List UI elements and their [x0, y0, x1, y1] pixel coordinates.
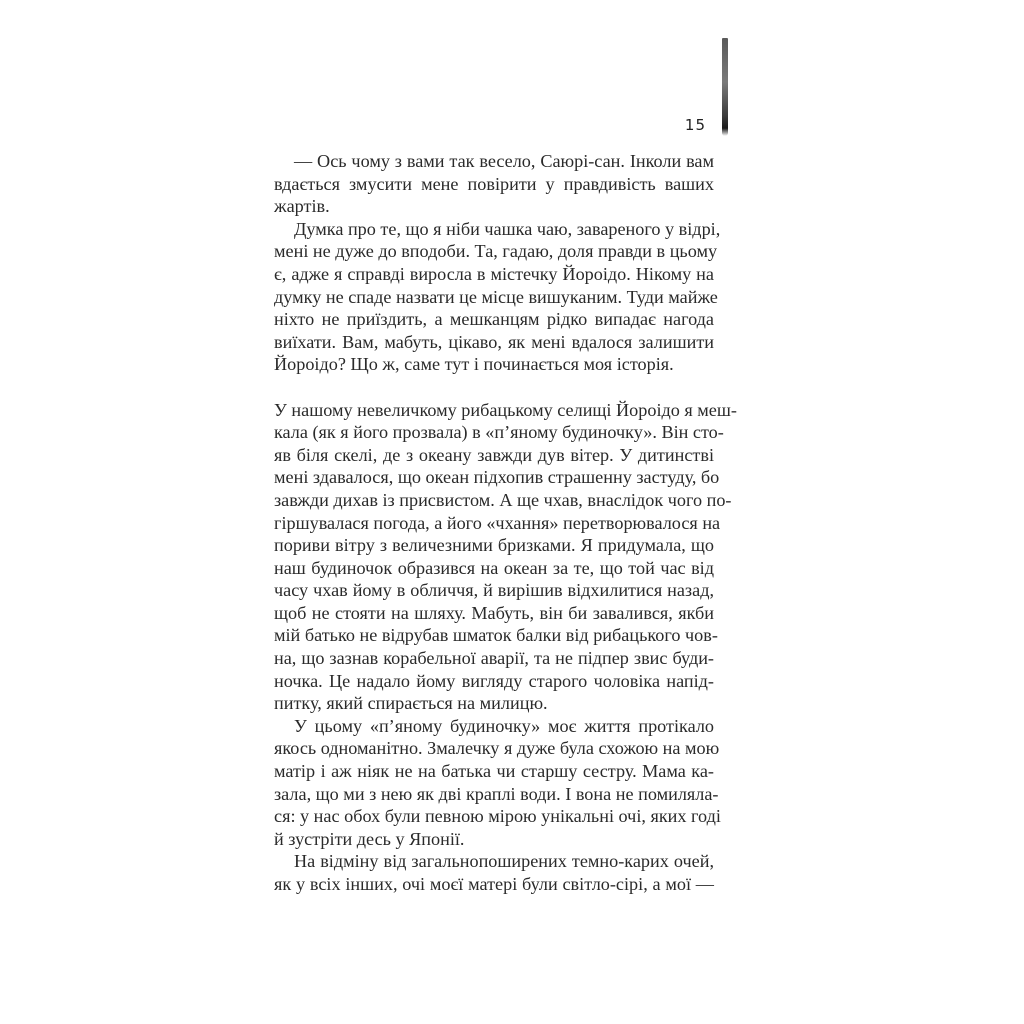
text-line: пориви вітру з величезними бризками. Я придумала, що — [274, 535, 714, 556]
text-line: й зустріти десь у Японії. — [274, 828, 465, 849]
text-line: часу чхав йому в обличчя, й вирішив відхилитися назад, — [274, 580, 714, 601]
text-line: На відміну від загальнопоширених темно-карих очей, — [294, 851, 714, 872]
text-line: вдається змусити мене повірити у правдивість ваших — [274, 173, 714, 194]
page-edge-bar — [722, 38, 728, 136]
text-line: гіршувалася погода, а його «чхання» перетворювалося на — [274, 512, 721, 533]
text-line: думку не спаде назвати це місце вишуканим. Туди майже — [274, 286, 718, 307]
text-line: як у всіх інших, очі моєї матері були світло-сірі, а мої — — [274, 874, 714, 894]
text-line: на, що зазнав корабельної аварії, та не підпер звис буди- — [274, 648, 714, 669]
text-line: яв біля скелі, де з океану завжди дув вітер. У дитинстві — [274, 444, 714, 465]
text-line: ніхто не приїздить, а мешканцям рідко випадає нагода — [274, 309, 714, 330]
section-break — [274, 376, 714, 399]
text-line: мені не дуже до вподоби. Та, гадаю, доля правди в цьому — [274, 241, 718, 262]
text-line: кала (як я його прозвала) в «п’яному будиночку». Він сто- — [274, 422, 724, 443]
page-number: 15 — [684, 116, 706, 134]
paragraph-4 — [274, 715, 721, 851]
text-line: наш будиночок образився на океан за те, що той час від — [274, 557, 714, 578]
text-line: У цьому «п’яному будиночку» моє життя протікало — [294, 715, 714, 736]
text-line: ся: у нас обох були певною мірою унікальні очі, яких годі — [274, 806, 721, 827]
paragraph-2 — [274, 218, 721, 376]
text-line: У нашому невеличкому рибацькому селищі Йороідо я меш- — [274, 399, 737, 420]
text-line: зала, що ми з нею як дві краплі води. І вона не помиляла- — [274, 783, 719, 804]
book-text — [274, 150, 737, 896]
text-line: Думка про те, що я ніби чашка чаю, завареного у відрі, — [294, 218, 721, 239]
paragraph-3 — [274, 399, 737, 715]
text-line: мій батько не відрубав шматок балки від рибацького чов- — [274, 625, 718, 646]
text-line: Йороідо? Що ж, саме тут і починається моя історія. — [274, 354, 674, 375]
text-line: жартів. — [274, 196, 330, 217]
text-line: є, адже я справді виросла в містечку Йороідо. Нікому на — [274, 263, 714, 284]
text-line: матір і аж ніяк не на батька чи старшу сестру. Мама ка- — [274, 761, 714, 782]
text-line: щоб не стояти на шляху. Мабуть, він би завалився, якби — [274, 602, 714, 623]
paragraph-5 — [274, 850, 714, 895]
text-line: питку, який спирається на милицю. — [274, 693, 548, 714]
text-line: ночка. Це надало йому вигляду старого чоловіка напід- — [274, 670, 714, 691]
paragraph-1 — [274, 150, 714, 218]
text-line: завжди дихав із присвистом. А ще чхав, внаслідок чого по- — [274, 489, 732, 510]
text-line: якось одноманітно. Змалечку я дуже була схожою на мою — [274, 738, 720, 759]
text-line: мені здавалося, що океан підхопив страшенну застуду, бо — [274, 467, 720, 488]
text-line: — Ось чому з вами так весело, Саюрі-сан. Інколи вам — [294, 151, 714, 171]
text-line: виїхати. Вам, мабуть, цікаво, як мені вдалося залишити — [274, 331, 714, 352]
